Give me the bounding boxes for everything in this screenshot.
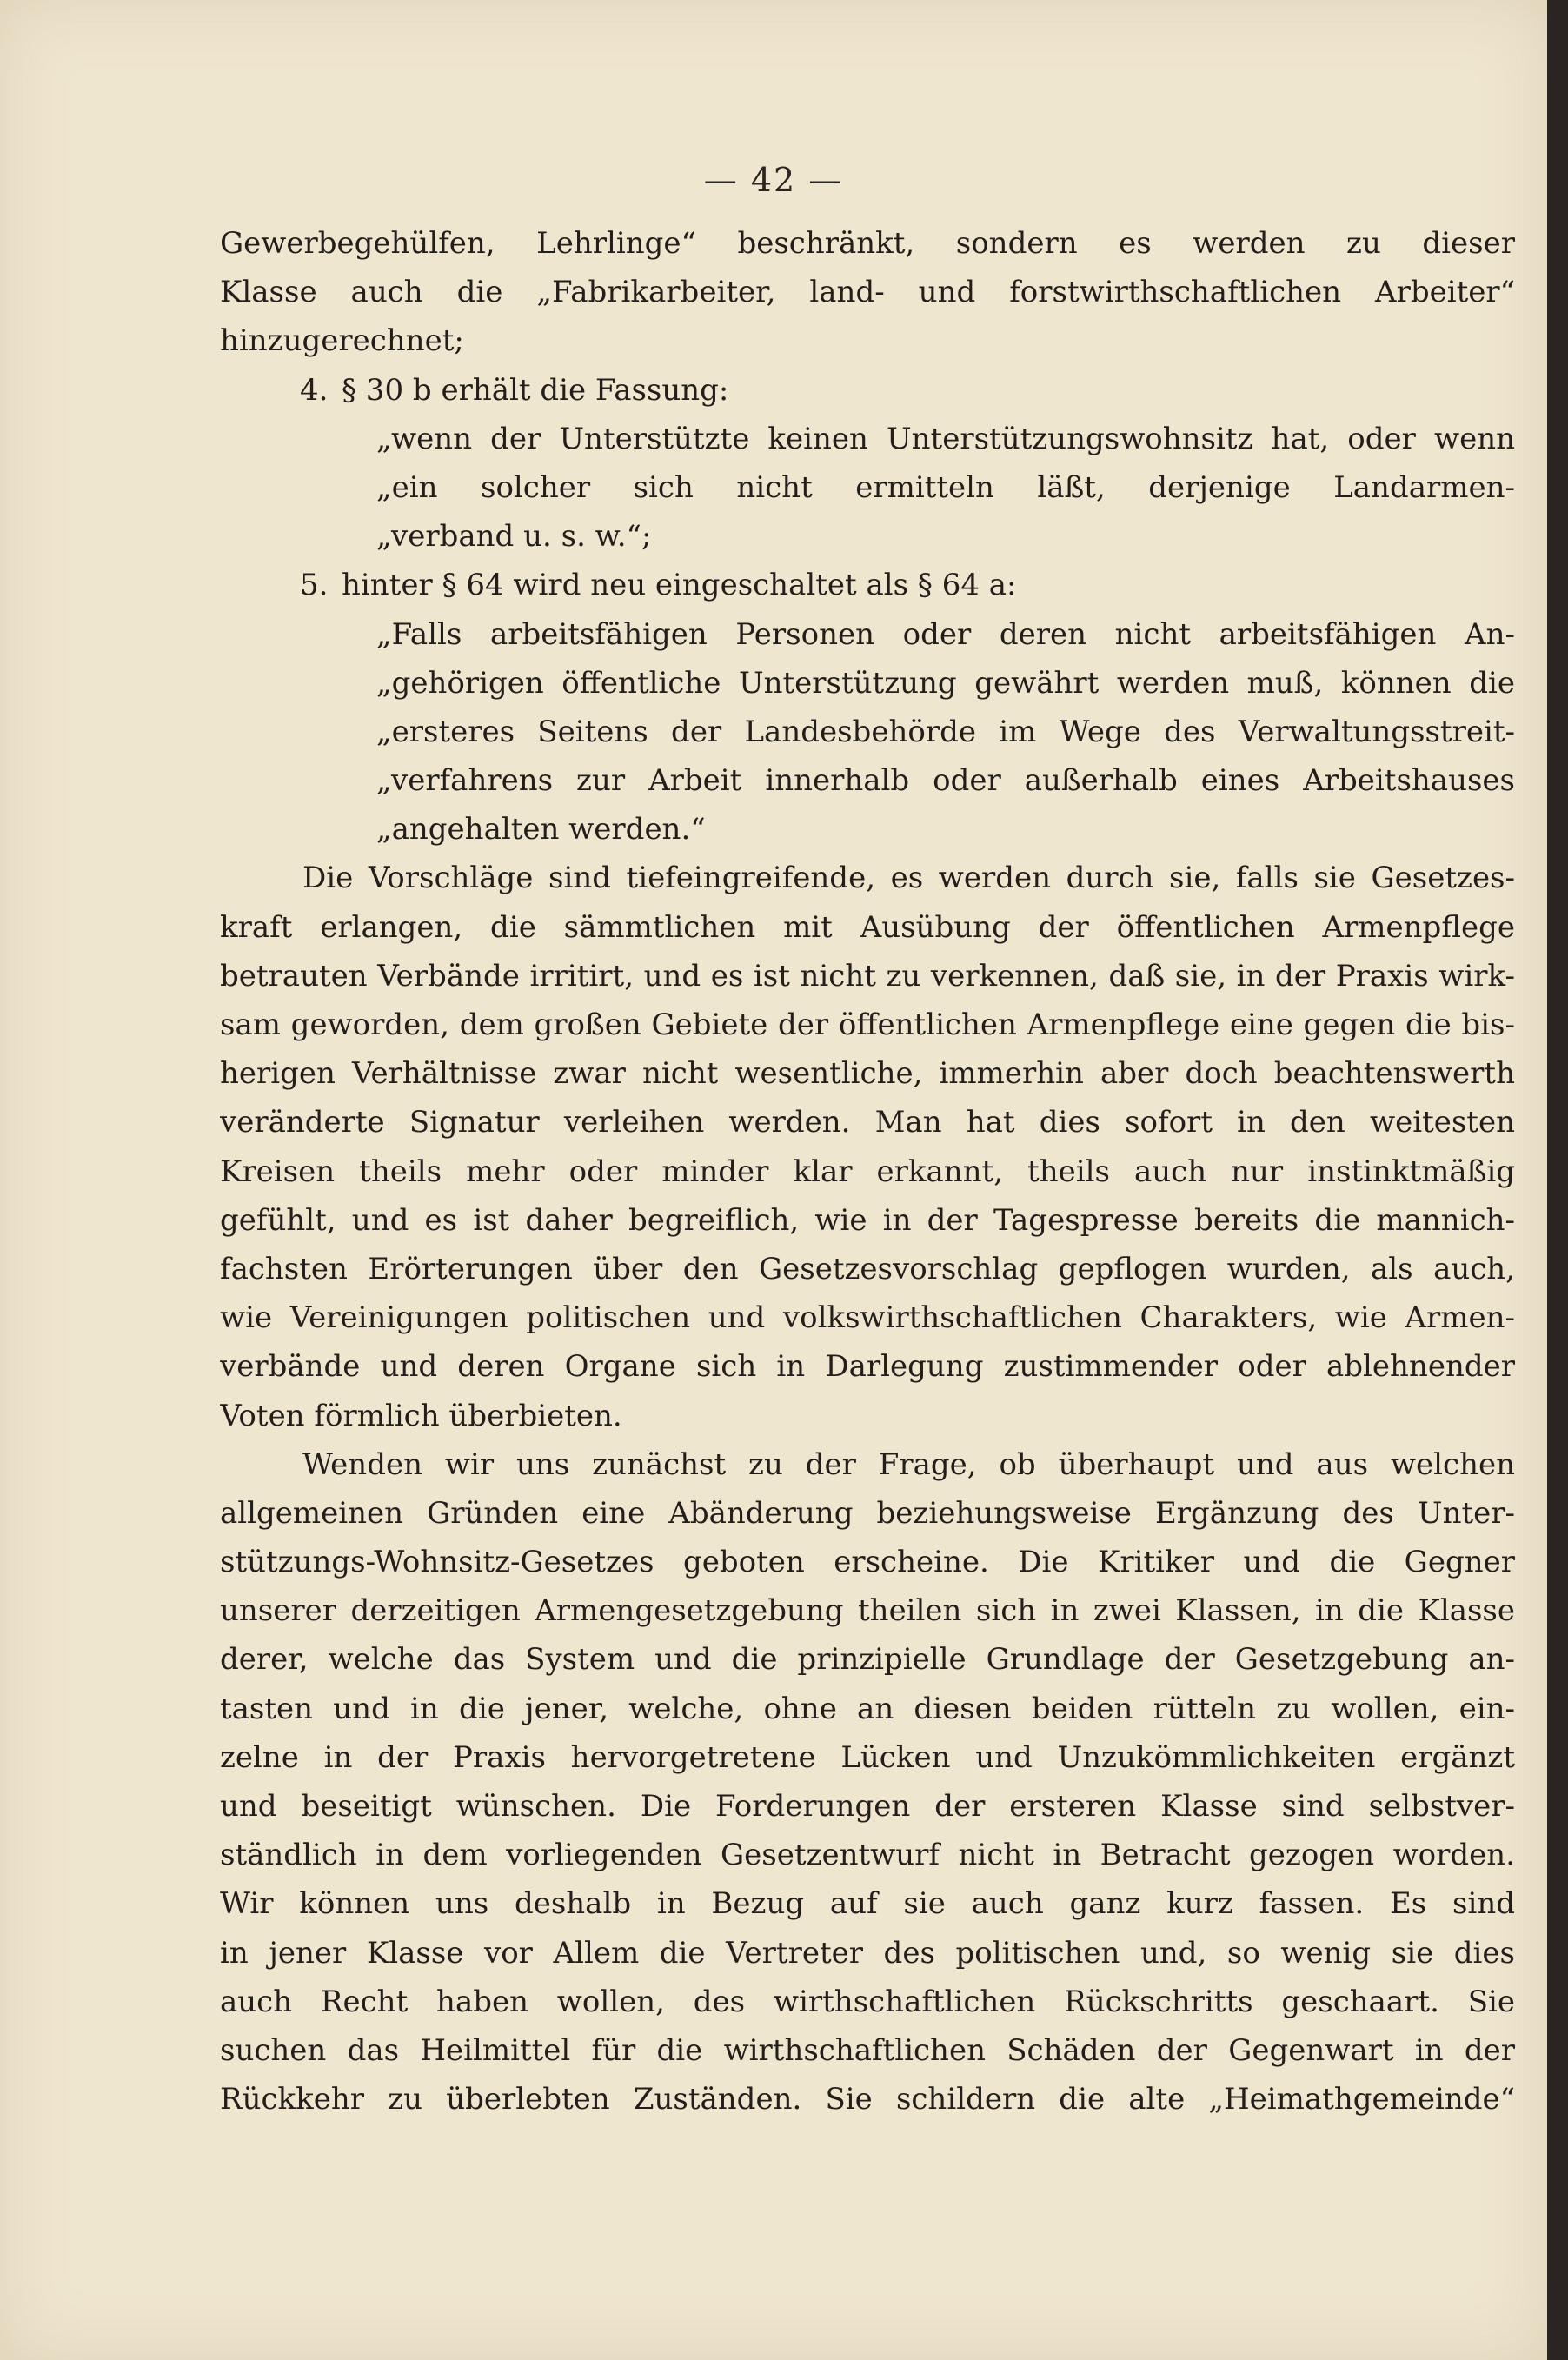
text-line: auch Recht haben wollen, des wirthschaftlichen Rückschritts geschaart. Sie [220, 1984, 1515, 2019]
quote-line: „gehörigen öffentliche Unterstützung gewährt werden muß, können die [376, 665, 1515, 701]
text-line: hinzugerechnet; [220, 323, 464, 359]
text-line: Kreisen theils mehr oder minder klar erkannt, theils auch nur instinktmäßig [220, 1153, 1515, 1189]
page-number: — 42 — [703, 161, 844, 199]
paragraph-start: Die Vorschläge sind tiefeingreifende, es werden durch sie, falls sie Gesetzes- [302, 861, 1515, 896]
text-line: veränderte Signatur verleihen werden. Man hat dies sofort in den weitesten [220, 1105, 1515, 1140]
quote-line: „ersteres Seitens der Landesbehörde im Wege des Verwaltungsstreit- [376, 714, 1515, 749]
quote-line: „ein solcher sich nicht ermitteln läßt, derjenige Landarmen- [376, 469, 1515, 505]
paragraph-start: Wenden wir uns zunächst zu der Frage, ob überhaupt und aus welchen [302, 1446, 1515, 1482]
text-line: fachsten Erörterungen über den Gesetzesvorschlag gepflogen wurden, als auch, [220, 1251, 1515, 1286]
text-line: herigen Verhältnisse zwar nicht wesentliche, immerhin aber doch beachtenswerth [220, 1056, 1515, 1092]
text-line: § 30 b erhält die Fassung: [342, 372, 729, 408]
text-line: Rückkehr zu überlebten Zuständen. Sie schildern die alte „Heimathgemeinde“ [220, 2082, 1515, 2117]
text-line: Wir können uns deshalb in Bezug auf sie auch ganz kurz fassen. Es sind [220, 1886, 1515, 1922]
text-line: unserer derzeitigen Armengesetzgebung theilen sich in zwei Klassen, in die Klasse [220, 1593, 1515, 1629]
text-line: und beseitigt wünschen. Die Forderungen der ersteren Klasse sind selbstver- [220, 1789, 1515, 1824]
text-line: in jener Klasse vor Allem die Vertreter des politischen und, so wenig sie dies [220, 1935, 1515, 1971]
quote-line: „wenn der Unterstützte keinen Unterstützungswohnsitz hat, oder wenn [376, 421, 1515, 456]
text-line: ständlich in dem vorliegenden Gesetzentwurf nicht in Betracht gezogen worden. [220, 1838, 1515, 1873]
quote-line: „angehalten werden.“ [376, 812, 706, 848]
item-number: 4. [300, 372, 329, 408]
text-line: kraft erlangen, die sämmtlichen mit Ausübung der öffentlichen Armenpflege [220, 909, 1515, 945]
list-item-5 [220, 561, 1515, 609]
quote-line: „verfahrens zur Arbeit innerhalb oder außerhalb eines Arbeitshauses [376, 763, 1515, 799]
quote-line: „Falls arbeitsfähigen Personen oder deren nicht arbeitsfähigen An- [376, 616, 1515, 652]
text-line: tasten und in die jener, welche, ohne an diesen beiden rütteln zu wollen, ein- [220, 1691, 1515, 1726]
text-line: Voten förmlich überbieten. [220, 1398, 622, 1433]
text-line: sam geworden, dem großen Gebiete der öffentlichen Armenpflege eine gegen die bis- [220, 1007, 1515, 1042]
quote-line: „verband u. s. w.“; [376, 519, 652, 555]
body-text [220, 219, 1515, 2124]
text-line: verbände und deren Organe sich in Darlegung zustimmender oder ablehnender [220, 1349, 1515, 1385]
item-number: 5. [300, 568, 329, 603]
text-line: zelne in der Praxis hervorgetretene Lücken und Unzukömmlichkeiten ergänzt [220, 1739, 1515, 1775]
text-line: allgemeinen Gründen eine Abänderung beziehungsweise Ergänzung des Unter- [220, 1495, 1515, 1531]
text-line: hinter § 64 wird neu eingeschaltet als § 64 a: [342, 568, 1017, 603]
text-line: gefühlt, und es ist daher begreiflich, wie in der Tagespresse bereits die mannich- [220, 1202, 1515, 1238]
text-line: Gewerbegehülfen, Lehrlinge“ beschränkt, sondern es werden zu dieser [220, 226, 1515, 261]
text-line: stützungs-Wohnsitz-Gesetzes geboten erscheine. Die Kritiker und die Gegner [220, 1545, 1515, 1580]
text-line: derer, welche das System und die prinzipielle Grundlage der Gesetzgebung an- [220, 1642, 1515, 1678]
text-line: betrauten Verbände irritirt, und es ist nicht zu verkennen, daß sie, in der Praxis wirk- [220, 958, 1515, 994]
text-line: Klasse auch die „Fabrikarbeiter, land- und forstwirthschaftlichen Arbeiter“ [220, 275, 1515, 310]
text-line: wie Vereinigungen politischen und volkswirthschaftlichen Charakters, wie Armen- [220, 1300, 1515, 1336]
list-item-4 [220, 366, 1515, 415]
text-line: suchen das Heilmittel für die wirthschaftlichen Schäden der Gegenwart in der [220, 2032, 1515, 2068]
